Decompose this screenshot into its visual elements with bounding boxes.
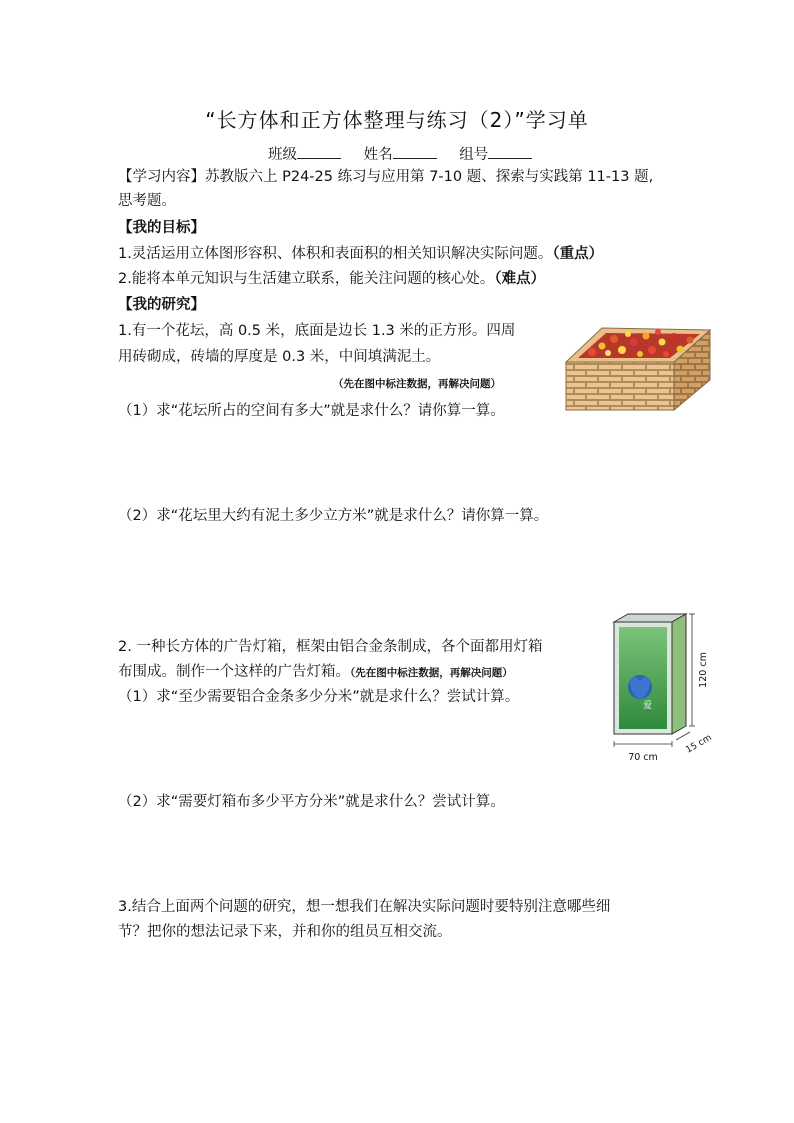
goal-1-tag: （重点） bbox=[552, 246, 604, 262]
q2-line-2 bbox=[118, 662, 513, 683]
page-title: “长方体和正方体整理与练习（2）”学习单 bbox=[205, 108, 589, 132]
goal-2 bbox=[118, 269, 545, 289]
q2-note: （先在图中标注数据，再解决问题） bbox=[350, 667, 513, 679]
q1-note: （先在图中标注数据，再解决问题） bbox=[333, 378, 501, 390]
research-heading: 【我的研究】 bbox=[118, 297, 205, 313]
width-label: 70 cm bbox=[628, 752, 658, 763]
student-info-row bbox=[268, 144, 550, 165]
name-blank[interactable] bbox=[393, 144, 437, 159]
lightbox-figure bbox=[600, 612, 724, 768]
group-blank[interactable] bbox=[488, 144, 532, 159]
q2-line-2-text: 布围成。制作一个这样的广告灯箱。 bbox=[118, 664, 350, 680]
goals-heading: 【我的目标】 bbox=[118, 220, 205, 236]
q2-sub-1: （1）求“至少需要铝合金条多少分米”就是求什么？尝试计算。 bbox=[118, 689, 520, 705]
goal-2-text: 2.能将本单元知识与生活建立联系，能关注问题的核心处。 bbox=[118, 271, 495, 287]
goal-1 bbox=[118, 244, 603, 264]
depth-label: 15 cm bbox=[684, 732, 714, 756]
flower-bed-figure bbox=[562, 322, 714, 412]
q1-sub-2: （2）求“花坛里大约有泥土多少立方米”就是求什么？请你算一算。 bbox=[118, 508, 549, 524]
goal-1-text: 1.灵活运用立体图形容积、体积和表面积的相关知识解决实际问题。 bbox=[118, 246, 553, 262]
q1-sub-1: （1）求“花坛所占的空间有多大”就是求什么？请你算一算。 bbox=[118, 403, 505, 419]
class-label: 班级 bbox=[268, 147, 297, 163]
q2-line-1: 2. 一种长方体的广告灯箱，框架由铝合金条制成，各个面都用灯箱 bbox=[118, 639, 543, 655]
panel-text: 爱 bbox=[643, 701, 653, 711]
height-label: 120 cm bbox=[698, 652, 709, 688]
q3-line-1: 3.结合上面两个问题的研究，想一想我们在解决实际问题时要特别注意哪些细 bbox=[118, 899, 611, 915]
goal-2-tag: （难点） bbox=[494, 271, 546, 287]
q3-line-2: 节？把你的想法记录下来，并和你的组员互相交流。 bbox=[118, 924, 452, 940]
group-label: 组号 bbox=[459, 147, 489, 163]
content-line-1: 【学习内容】苏教版六上 P24-25 练习与应用第 7-10 题、探索与实践第 11-13 题, bbox=[118, 169, 654, 185]
class-blank[interactable] bbox=[297, 144, 341, 159]
q1-line-1: 1.有一个花坛，高 0.5 米，底面是边长 1.3 米的正方形。四周 bbox=[118, 323, 516, 339]
content-line-2: 思考题。 bbox=[118, 193, 176, 209]
name-label: 姓名 bbox=[363, 147, 393, 163]
q2-sub-2: （2）求“需要灯箱布多少平方分米”就是求什么？尝试计算。 bbox=[118, 794, 505, 810]
q1-line-2: 用砖砌成，砖墙的厚度是 0.3 米，中间填满泥土。 bbox=[118, 349, 441, 365]
